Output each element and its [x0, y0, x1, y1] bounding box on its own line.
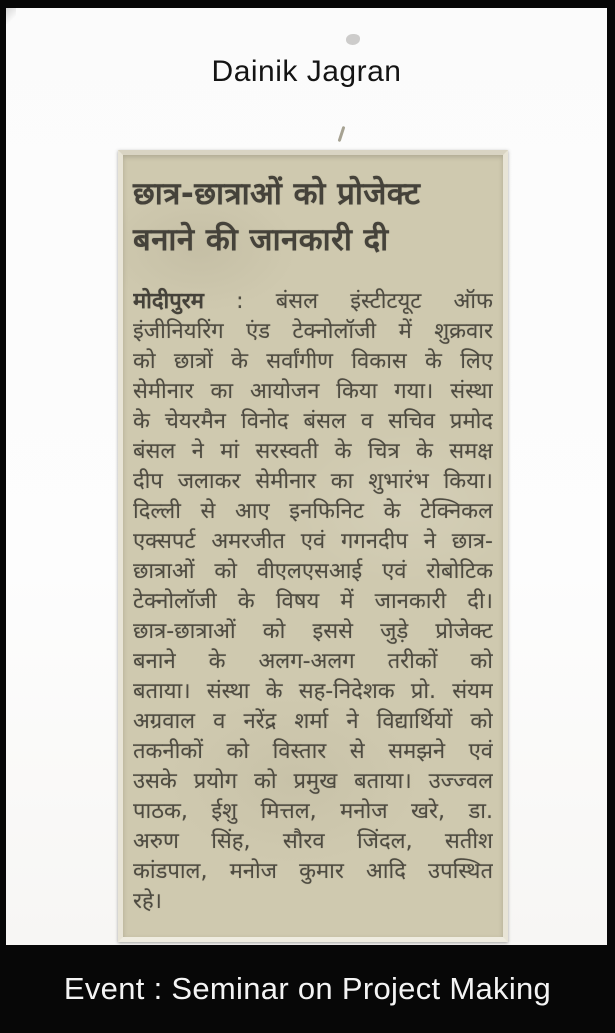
body-text-line: इंजीनियरिंग एंड टेक्नोलॉजी में शुक्रवार — [133, 319, 493, 344]
body-text-line: दीप जलाकर सेमीनार का शुभारंभ किया। — [133, 469, 493, 494]
body-text-line: छात्र-छात्राओं को इससे जुड़े प्रोजेक्ट — [133, 619, 493, 644]
dateline: मोदीपुरम — [133, 289, 204, 314]
body-text-line: बंसल ने मां सरस्वती के चित्र के समक्ष — [133, 439, 493, 464]
scan-page — [6, 8, 607, 945]
body-text-line: कांडपाल, मनोज कुमार आदि उपस्थित — [133, 859, 493, 884]
body-text-line: के चेयरमैन विनोद बंसल व सचिव प्रमोद — [133, 409, 493, 434]
headline-line-1: छात्र-छात्राओं को प्रोजेक्ट — [133, 176, 421, 212]
dateline-line — [133, 287, 493, 317]
body-lines — [133, 317, 493, 917]
body-text-line: सेमीनार का आयोजन किया गया। संस्था — [133, 379, 493, 404]
body-text-line: अरुण सिंह, सौरव जिंदल, सतीश — [133, 829, 493, 854]
body-text-line: उसके प्रयोग को प्रमुख बताया। उज्ज्वल — [133, 769, 493, 794]
newspaper-clipping — [118, 150, 508, 942]
clipping-body — [133, 287, 493, 917]
body-text-line: बताया। संस्था के सह-निदेशक प्रो. संयम — [133, 679, 493, 704]
scan-artifact-smudge — [346, 34, 360, 45]
headline-line-2: बनाने की जानकारी दी — [133, 222, 389, 258]
body-text-line: रहे। — [133, 889, 163, 914]
body-text-line: अग्रवाल व नरेंद्र शर्मा ने विद्यार्थियों को — [133, 709, 493, 734]
body-text-line: को छात्रों के सर्वांगीण विकास के लिए — [133, 349, 493, 374]
event-caption: Event : Seminar on Project Making — [63, 971, 552, 1006]
scan-artifact-twig — [338, 126, 346, 142]
body-text-line: बनाने के अलग-अलग तरीकों को — [133, 649, 493, 674]
scan-artifact-corner — [6, 8, 16, 24]
body-text-line: पाठक, ईशु मित्तल, मनोज खरे, डा. — [133, 799, 493, 824]
newspaper-name: Dainik Jagran — [211, 55, 402, 88]
dateline-rest: : बंसल इंस्टीटयूट ऑफ — [203, 289, 493, 314]
body-text-line: तकनीकों को विस्तार से समझने एवं — [133, 739, 493, 764]
body-text-line: एक्सपर्ट अमरजीत एवं गगनदीप ने छात्र- — [133, 529, 493, 554]
clipping-headline — [133, 171, 493, 263]
body-text-line: छात्राओं को वीएलएसआई एवं रोबोटिक — [133, 559, 493, 584]
caption-band — [0, 945, 615, 1033]
body-text-line: दिल्ली से आए इनफिनिट के टेक्निकल — [133, 499, 493, 524]
body-text-line: टेक्नोलॉजी के विषय में जानकारी दी। — [133, 589, 493, 614]
